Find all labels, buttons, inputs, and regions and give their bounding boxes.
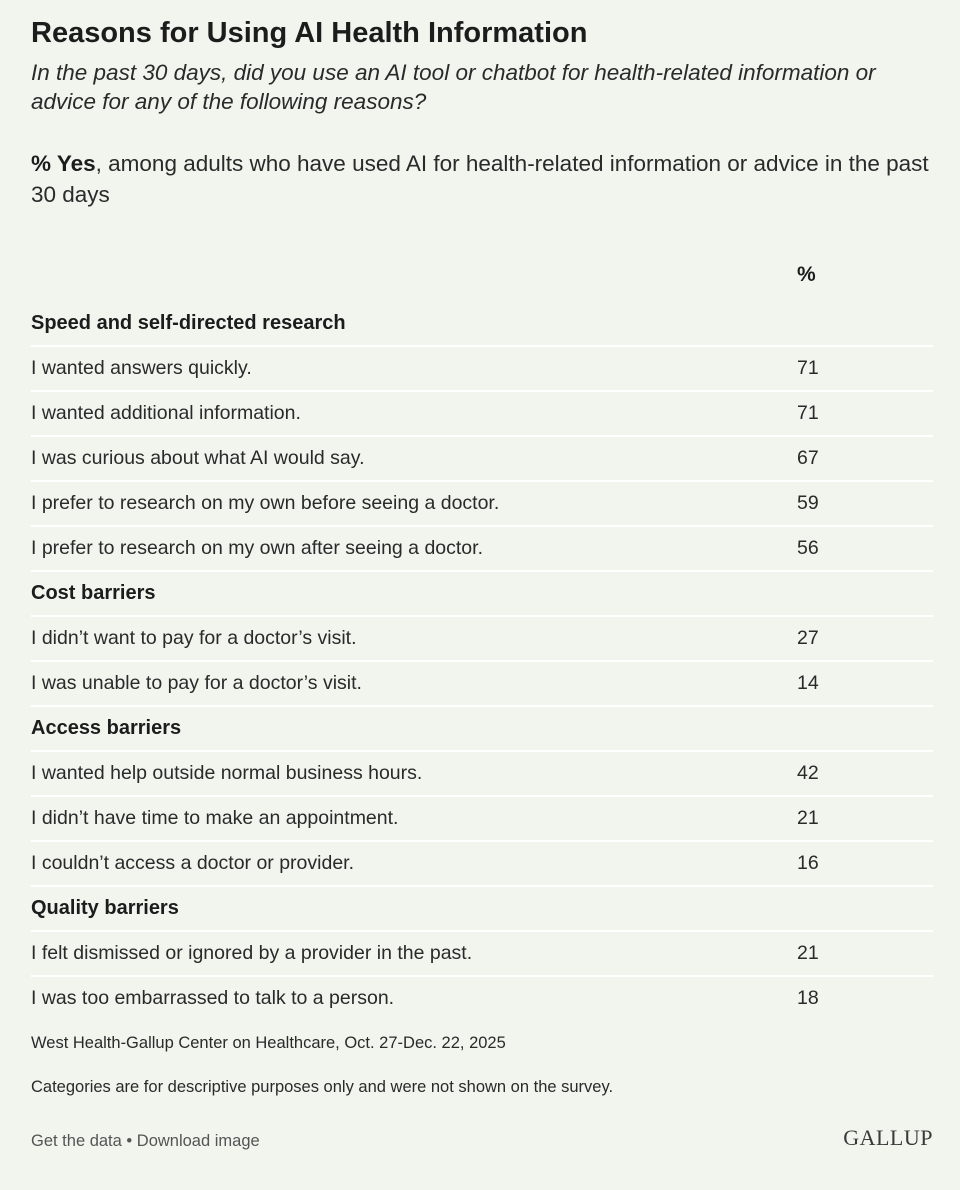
table-row: [31, 437, 933, 482]
category-label: Access barriers: [31, 717, 182, 739]
chart-title: Reasons for Using AI Health Information: [31, 17, 588, 49]
category-label: Speed and self-directed research: [31, 312, 346, 334]
download-image-link[interactable]: Download image: [136, 1132, 260, 1150]
row-label: I wanted answers quickly.: [31, 357, 252, 379]
table-row: [31, 392, 933, 437]
footer-separator: •: [121, 1132, 137, 1150]
table-row: [31, 527, 933, 572]
row-value: 71: [797, 402, 819, 424]
row-label: I felt dismissed or ignored by a provider in the past.: [31, 942, 473, 964]
row-label: I was too embarrassed to talk to a person.: [31, 987, 395, 1009]
row-label: I didn’t have time to make an appointment.: [31, 807, 399, 829]
row-value: 56: [797, 537, 819, 559]
table-row: [31, 932, 933, 977]
row-value: 16: [797, 852, 819, 874]
row-label: I didn’t want to pay for a doctor’s visit.: [31, 627, 357, 649]
row-value: 21: [797, 942, 819, 964]
row-value: 71: [797, 357, 819, 379]
table-row: [31, 977, 933, 1020]
category-label: Quality barriers: [31, 897, 179, 919]
row-label: I was unable to pay for a doctor’s visit.: [31, 672, 362, 694]
note-bold: % Yes: [31, 151, 96, 176]
table-row: [31, 752, 933, 797]
row-label: I couldn’t access a doctor or provider.: [31, 852, 354, 874]
table-row: [31, 347, 933, 392]
table-row: [31, 842, 933, 887]
row-label: I wanted help outside normal business hours.: [31, 762, 423, 784]
category-row: [31, 707, 933, 752]
row-value: 14: [797, 672, 819, 694]
table-row: [31, 797, 933, 842]
row-label: I wanted additional information.: [31, 402, 301, 424]
row-value: 59: [797, 492, 819, 514]
table-row: [31, 662, 933, 707]
row-value: 27: [797, 627, 819, 649]
source-note: West Health-Gallup Center on Healthcare, Oct. 27-Dec. 22, 2025: [31, 1034, 506, 1052]
data-table: [31, 302, 933, 1020]
footer-links: [31, 1132, 260, 1151]
table-row: [31, 617, 933, 662]
row-value: 18: [797, 987, 819, 1009]
get-data-link[interactable]: Get the data: [31, 1132, 122, 1150]
gallup-logo: GALLUP: [843, 1125, 933, 1150]
row-value: 67: [797, 447, 819, 469]
row-label: I prefer to research on my own after seeing a doctor.: [31, 537, 483, 559]
category-label: Cost barriers: [31, 582, 156, 604]
chart-subtitle: In the past 30 days, did you use an AI tool or chatbot for health-related information or advice for any of the following reasons?: [31, 60, 876, 114]
disclaimer-note: Categories are for descriptive purposes only and were not shown on the survey.: [31, 1078, 614, 1096]
row-value: 21: [797, 807, 819, 829]
row-label: I prefer to research on my own before seeing a doctor.: [31, 492, 500, 514]
category-row: [31, 302, 933, 347]
category-row: [31, 572, 933, 617]
row-value: 42: [797, 762, 819, 784]
note-rest: , among adults who have used AI for health-related information or advice in the past 30 days: [31, 151, 929, 207]
column-header: %: [797, 263, 816, 286]
chart-note: [31, 148, 931, 210]
chart-card: [31, 0, 933, 1190]
table-row: [31, 482, 933, 527]
row-label: I was curious about what AI would say.: [31, 447, 365, 469]
category-row: [31, 887, 933, 932]
